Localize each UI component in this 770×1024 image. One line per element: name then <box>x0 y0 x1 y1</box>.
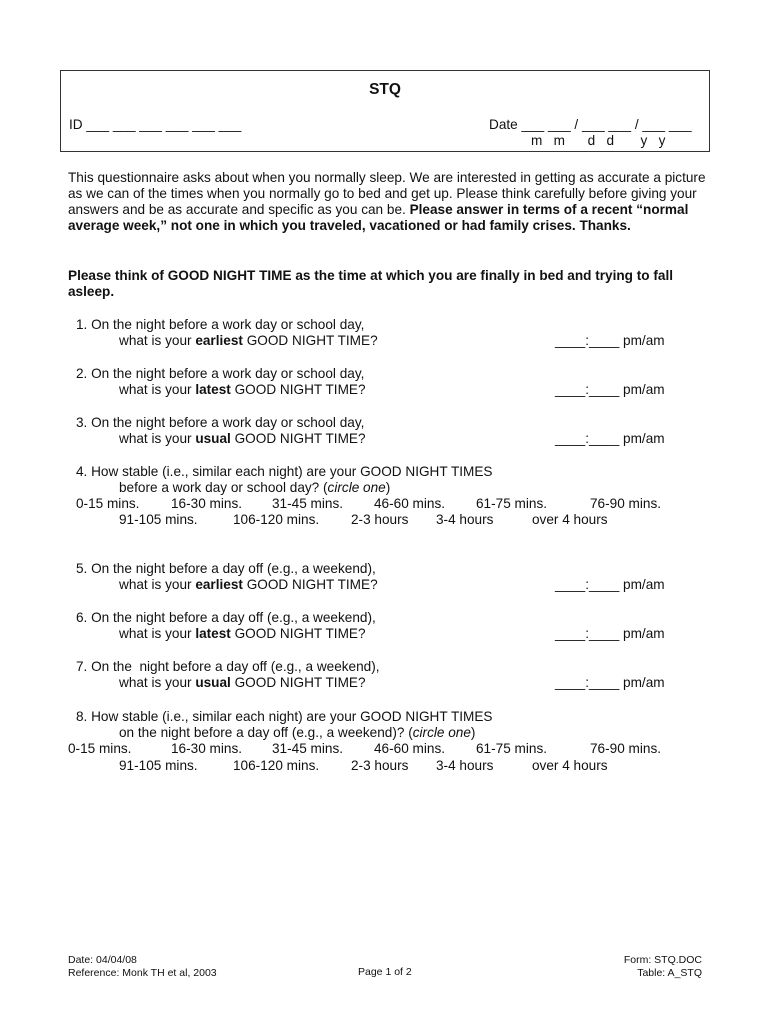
time-answer-field[interactable]: ____:____ pm/am <box>555 626 665 641</box>
option-46-60[interactable]: 46-60 mins. <box>374 741 446 756</box>
prompt-post: GOOD NIGHT TIME? <box>230 626 366 641</box>
option-91-105[interactable]: 91-105 mins. <box>119 758 198 773</box>
option-61-75[interactable]: 61-75 mins. <box>476 741 548 756</box>
question-prompt <box>119 431 366 446</box>
prompt-pre: what is your <box>119 626 196 641</box>
option-0-15[interactable]: 0-15 mins. <box>76 496 140 511</box>
question-line: 2. On the night before a work day or school day, <box>76 366 365 381</box>
prompt-close: ) <box>470 725 476 740</box>
option-31-45[interactable]: 31-45 mins. <box>272 496 344 511</box>
question-line: 4. How stable (i.e., similar each night) are your GOOD NIGHT TIMES <box>76 464 493 479</box>
option-106-120[interactable]: 106-120 mins. <box>233 758 320 773</box>
question-prompt <box>119 333 378 348</box>
header-box <box>60 70 710 152</box>
prompt-post: GOOD NIGHT TIME? <box>242 577 378 592</box>
prompt-pre: what is your <box>119 333 196 348</box>
time-answer-field[interactable]: ____:____ pm/am <box>555 675 665 690</box>
question-prompt <box>119 725 475 740</box>
option-0-15[interactable]: 0-15 mins. <box>68 741 132 756</box>
option-46-60[interactable]: 46-60 mins. <box>374 496 446 511</box>
prompt-pre: what is your <box>119 431 196 446</box>
prompt-post: GOOD NIGHT TIME? <box>230 431 366 446</box>
footer-reference: Reference: Monk TH et al, 2003 <box>68 966 217 979</box>
option-2-3-hours[interactable]: 2-3 hours <box>351 512 409 527</box>
question-line: 5. On the night before a day off (e.g., a weekend), <box>76 561 376 576</box>
circle-one-hint: circle one <box>327 480 386 495</box>
intro-paragraph <box>68 170 708 234</box>
option-16-30[interactable]: 16-30 mins. <box>171 496 243 511</box>
prompt-post: GOOD NIGHT TIME? <box>242 333 378 348</box>
id-field[interactable]: ID ___ ___ ___ ___ ___ ___ <box>69 117 242 132</box>
option-16-30[interactable]: 16-30 mins. <box>171 741 243 756</box>
instruction-text: Please think of GOOD NIGHT TIME as the time at which you are finally in bed and trying to fall asleep. <box>68 268 674 299</box>
question-line: 1. On the night before a work day or school day, <box>76 317 365 332</box>
option-91-105[interactable]: 91-105 mins. <box>119 512 198 527</box>
footer-date: Date: 04/04/08 <box>68 954 137 966</box>
form-title: STQ <box>369 81 401 98</box>
footer-form: Form: STQ.DOC <box>623 954 702 966</box>
time-answer-field[interactable]: ____:____ pm/am <box>555 577 665 592</box>
prompt-text: before a work day or school day? ( <box>119 480 328 495</box>
question-line: 3. On the night before a work day or school day, <box>76 415 365 430</box>
prompt-emphasis: latest <box>195 626 231 641</box>
option-76-90[interactable]: 76-90 mins. <box>590 741 662 756</box>
circle-one-hint: circle one <box>412 725 471 740</box>
prompt-close: ) <box>385 480 391 495</box>
footer-table: Table: A_STQ <box>637 966 702 979</box>
prompt-emphasis: earliest <box>195 333 243 348</box>
footer-left <box>68 954 217 979</box>
question-line: 7. On the night before a day off (e.g., a weekend), <box>76 659 380 674</box>
footer-page-number: Page 1 of 2 <box>358 966 412 978</box>
option-61-75[interactable]: 61-75 mins. <box>476 496 548 511</box>
date-format-hint: m m d d y y <box>531 133 666 148</box>
intro-text: This questionnaire asks about when you normally sleep. We are interested in getting as accurate a picture as we can of the times when you normally go to bed and get up. Please think carefully before giving your answers and be as accurate and specific as you can be. <box>68 170 706 217</box>
time-answer-field[interactable]: ____:____ pm/am <box>555 431 665 446</box>
question-prompt <box>119 675 366 690</box>
option-over-4-hours[interactable]: over 4 hours <box>532 758 608 773</box>
question-prompt <box>119 626 366 641</box>
option-76-90[interactable]: 76-90 mins. <box>590 496 662 511</box>
option-106-120[interactable]: 106-120 mins. <box>233 512 320 527</box>
option-2-3-hours[interactable]: 2-3 hours <box>351 758 409 773</box>
time-answer-field[interactable]: ____:____ pm/am <box>555 382 665 397</box>
question-line: 8. How stable (i.e., similar each night) are your GOOD NIGHT TIMES <box>76 709 493 724</box>
question-prompt <box>119 577 378 592</box>
prompt-pre: what is your <box>119 382 196 397</box>
prompt-post: GOOD NIGHT TIME? <box>230 675 366 690</box>
option-31-45[interactable]: 31-45 mins. <box>272 741 344 756</box>
question-prompt <box>119 382 366 397</box>
footer-right <box>624 954 702 979</box>
option-over-4-hours[interactable]: over 4 hours <box>532 512 608 527</box>
time-answer-field[interactable]: ____:____ pm/am <box>555 333 665 348</box>
prompt-post: GOOD NIGHT TIME? <box>230 382 366 397</box>
question-line: 6. On the night before a day off (e.g., a weekend), <box>76 610 376 625</box>
intro-bold-text: Please answer in terms of a recent “normal average week,” not one in which you traveled, vacationed or had family crises. Thanks. <box>68 202 689 233</box>
prompt-emphasis: usual <box>195 431 231 446</box>
question-prompt <box>119 480 390 495</box>
prompt-pre: what is your <box>119 675 196 690</box>
option-3-4-hours[interactable]: 3-4 hours <box>436 758 494 773</box>
prompt-emphasis: earliest <box>195 577 243 592</box>
option-3-4-hours[interactable]: 3-4 hours <box>436 512 494 527</box>
prompt-pre: what is your <box>119 577 196 592</box>
prompt-text: on the night before a day off (e.g., a weekend)? ( <box>119 725 413 740</box>
prompt-emphasis: usual <box>195 675 231 690</box>
date-field[interactable]: Date ___ ___ / ___ ___ / ___ ___ <box>489 117 692 132</box>
prompt-emphasis: latest <box>195 382 231 397</box>
